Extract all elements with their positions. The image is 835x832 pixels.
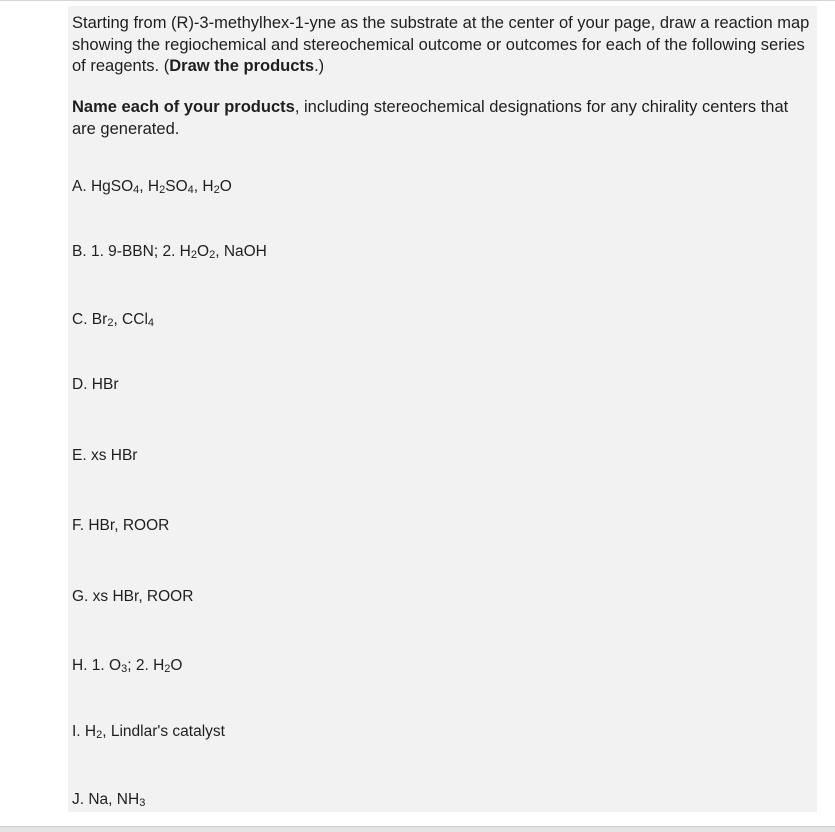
top-border	[0, 0, 835, 1]
reagent-item-c: C. $Br_2$, CCl$_4$	[72, 311, 155, 329]
reagent-item-j: J. Na, $NH_3$	[72, 791, 146, 809]
naming-emphasis: Name each of your products	[72, 98, 295, 116]
reagent-item-e: E. xs HBr	[72, 447, 138, 464]
question-intro	[72, 13, 812, 78]
intro-text: Starting from (R)-3-methylhex-1-yne as the substrate at the center of your page, draw a reaction map showing the regiochemical and stereochemical outcome or outcomes for each of the following series of reagents. (	[72, 14, 810, 75]
reagent-item-d: D. HBr	[72, 376, 119, 393]
intro-emphasis: Draw the products	[169, 57, 315, 75]
reagent-item-g: G. xs HBr, ROOR	[72, 588, 194, 605]
reagent-item-h: H. 1. $O_3$; 2. $H_2O$	[72, 657, 183, 675]
naming-rest: , including stereochemical designations for any chirality centers that are generated.	[72, 98, 789, 138]
naming-instruction	[72, 97, 812, 140]
intro-end: .)	[314, 57, 325, 75]
reagent-item-i: I. $H_2$, Lindlar's catalyst	[72, 723, 225, 741]
reagent-item-f: F. HBr, ROOR	[72, 517, 170, 534]
bottom-scroll-bar	[0, 826, 835, 832]
reagent-item-a: A. HgSO$_4$, $H_2SO_4$, $H_2O$	[72, 178, 232, 196]
reagent-item-b: B. 1. 9-BBN; 2. $H_2O_2$, NaOH	[72, 243, 267, 261]
